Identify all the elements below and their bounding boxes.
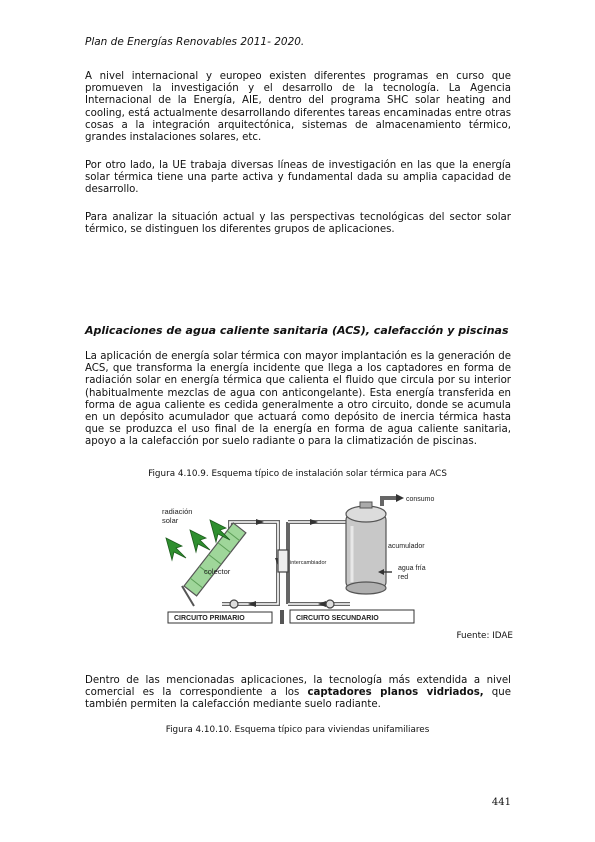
page-number: 441	[491, 797, 511, 808]
accumulator-tank	[346, 502, 386, 594]
label-cold-water: agua fría	[398, 565, 426, 572]
label-radiation: radiación	[162, 507, 193, 516]
label-accumulator: acumulador	[388, 543, 425, 550]
consumption-arrow-icon	[396, 494, 404, 502]
heat-exchanger	[278, 550, 288, 572]
paragraph-eu-research: Por otro lado, la UE trabaja diversas líneas de investigación en las que la energía solar térmica tiene una parte activa y fundamental dada su amplia capacidad de desarrollo.	[85, 160, 511, 196]
running-header: Plan de Energías Renovables 2011- 2020.	[85, 36, 305, 48]
paragraph-acs-description: La aplicación de energía solar térmica con mayor implantación es la generación de ACS, que transforma la energía incidente que llega a los captadores en forma de radiación solar en energía térmica que calienta el fluido que circula por su interior (habitualmente mezclas de agua con anticongelante). Esta energía transferida en forma de agua caliente es cedida generalmente a otro circuito, donde se acumula en un depósito acumulador que actuará como depósito de inercia térmica hasta que se produzca el uso final de la energía en forma de agua caliente sanitaria, apoyo a la calefacción por suelo radiante o para la climatización de piscinas.	[85, 351, 511, 448]
label-exchanger: intercambiador	[290, 560, 327, 566]
figure-caption-acs-scheme: Figura 4.10.9. Esquema típico de instalación solar térmica para ACS	[148, 469, 447, 479]
bold-term-glazed-collectors: captadores planos vidriados,	[307, 687, 484, 699]
figure-caption-single-family: Figura 4.10.10. Esquema típico para viviendas unifamiliares	[165, 725, 430, 735]
label-cold-water-network: red	[398, 574, 409, 581]
primary-pump	[230, 600, 238, 608]
paragraph-text-before: Dentro de las mencionadas aplicaciones, la tecnología más extendida a nivel comercial es la correspondiente a los	[85, 675, 511, 699]
label-collector: colector	[204, 567, 231, 576]
paragraph-applications-intro: Para analizar la situación actual y las perspectivas tecnológicas del sector solar térmico, se distinguen los diferentes grupos de aplicaciones.	[85, 212, 511, 236]
paragraph-flat-collectors	[85, 675, 511, 712]
solar-thermal-acs-diagram	[160, 486, 435, 624]
label-radiation-solar: solar	[162, 516, 179, 525]
label-primary-circuit: CIRCUITO PRIMARIO	[174, 615, 245, 622]
figure-source: Fuente: IDAE	[456, 631, 513, 641]
paragraph-international-programs: A nivel internacional y europeo existen diferentes programas en curso que promueven la investigación y el desarrollo de la tecnología. La Agencia Internacional de la Energía, AIE, dentro del programa SHC solar heating and cooling, está actualmente desarrollando diferentes tareas encaminadas entre otras cosas a la integración arquitectónica, sistemas de almacenamiento térmico, grandes instalaciones solares, etc.	[85, 71, 511, 144]
label-consumption: consumo	[406, 496, 435, 503]
label-secondary-circuit: CIRCUITO SECUNDARIO	[296, 615, 379, 622]
section-heading-acs: Aplicaciones de agua caliente sanitaria (ACS), calefacción y piscinas	[85, 324, 509, 337]
paragraph-text-after: que también permiten la calefacción mediante suelo radiante.	[85, 687, 511, 711]
secondary-pump	[326, 600, 334, 608]
